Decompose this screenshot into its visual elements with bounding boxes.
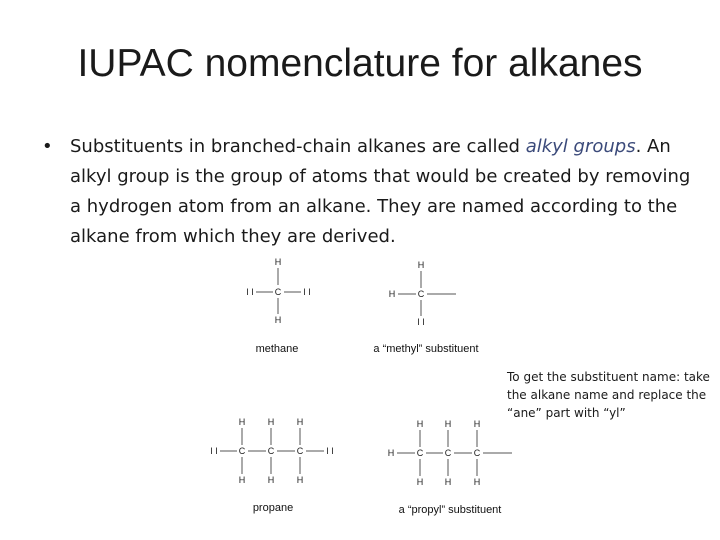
propyl-structure — [388, 419, 512, 516]
carbon-atom: C — [444, 448, 452, 458]
methyl-structure — [373, 260, 478, 355]
hydrogen-atom: H — [416, 477, 424, 487]
methane-caption: methane — [255, 343, 299, 355]
carbon-atom: C — [267, 446, 275, 456]
slide-title: IUPAC nomenclature for alkanes — [77, 42, 643, 85]
hydrogen-atom: H — [238, 417, 246, 427]
hydrogen-atom: H — [267, 417, 275, 427]
hydrogen-atom: H — [417, 260, 425, 270]
hydrogen-atom: I I — [210, 446, 218, 456]
hydrogen-atom: H — [388, 289, 396, 299]
propane-caption: propane — [252, 502, 294, 514]
bullet-text-start: Substituents in branched-chain alkanes are called — [70, 136, 526, 157]
carbon-atom: C — [416, 448, 424, 458]
bullet-text-end: . An alkyl group is the group of atoms that would be created by removing a hydrogen atom from an alkane. They are named according to the alkane from which they are derived. — [70, 136, 691, 247]
carbon-atom: C — [417, 289, 425, 299]
bullet-marker: • — [42, 136, 53, 157]
hydrogen-atom: H — [296, 417, 304, 427]
hydrogen-atom: I I — [246, 287, 254, 297]
carbon-atom: C — [274, 287, 282, 297]
methyl-caption: a “methyl” substituent — [373, 343, 479, 355]
hydrogen-atom: I I — [417, 317, 425, 327]
hydrogen-atom: H — [274, 315, 282, 325]
hydrogen-atom: H — [238, 475, 246, 485]
hydrogen-atom: H — [473, 477, 481, 487]
hydrogen-atom: H — [296, 475, 304, 485]
hydrogen-atom: H — [267, 475, 275, 485]
substituent-name-note: To get the substituent name: take the alkane name and replace the “ane” part with “yl” — [507, 370, 710, 420]
methane-structure — [246, 257, 311, 355]
propane-structure — [210, 417, 334, 514]
hydrogen-atom: H — [444, 419, 452, 429]
hydrogen-atom: H — [387, 448, 395, 458]
carbon-atom: C — [296, 446, 304, 456]
carbon-atom: C — [473, 448, 481, 458]
hydrogen-atom: H — [274, 257, 282, 267]
hydrogen-atom: H — [473, 419, 481, 429]
propyl-caption: a “propyl” substituent — [398, 504, 502, 516]
hydrogen-atom: H — [416, 419, 424, 429]
alkyl-groups-term: alkyl groups — [525, 136, 636, 157]
hydrogen-atom: H — [444, 477, 452, 487]
hydrogen-atom: I I — [303, 287, 311, 297]
carbon-atom: C — [238, 446, 246, 456]
hydrogen-atom: I I — [326, 446, 334, 456]
